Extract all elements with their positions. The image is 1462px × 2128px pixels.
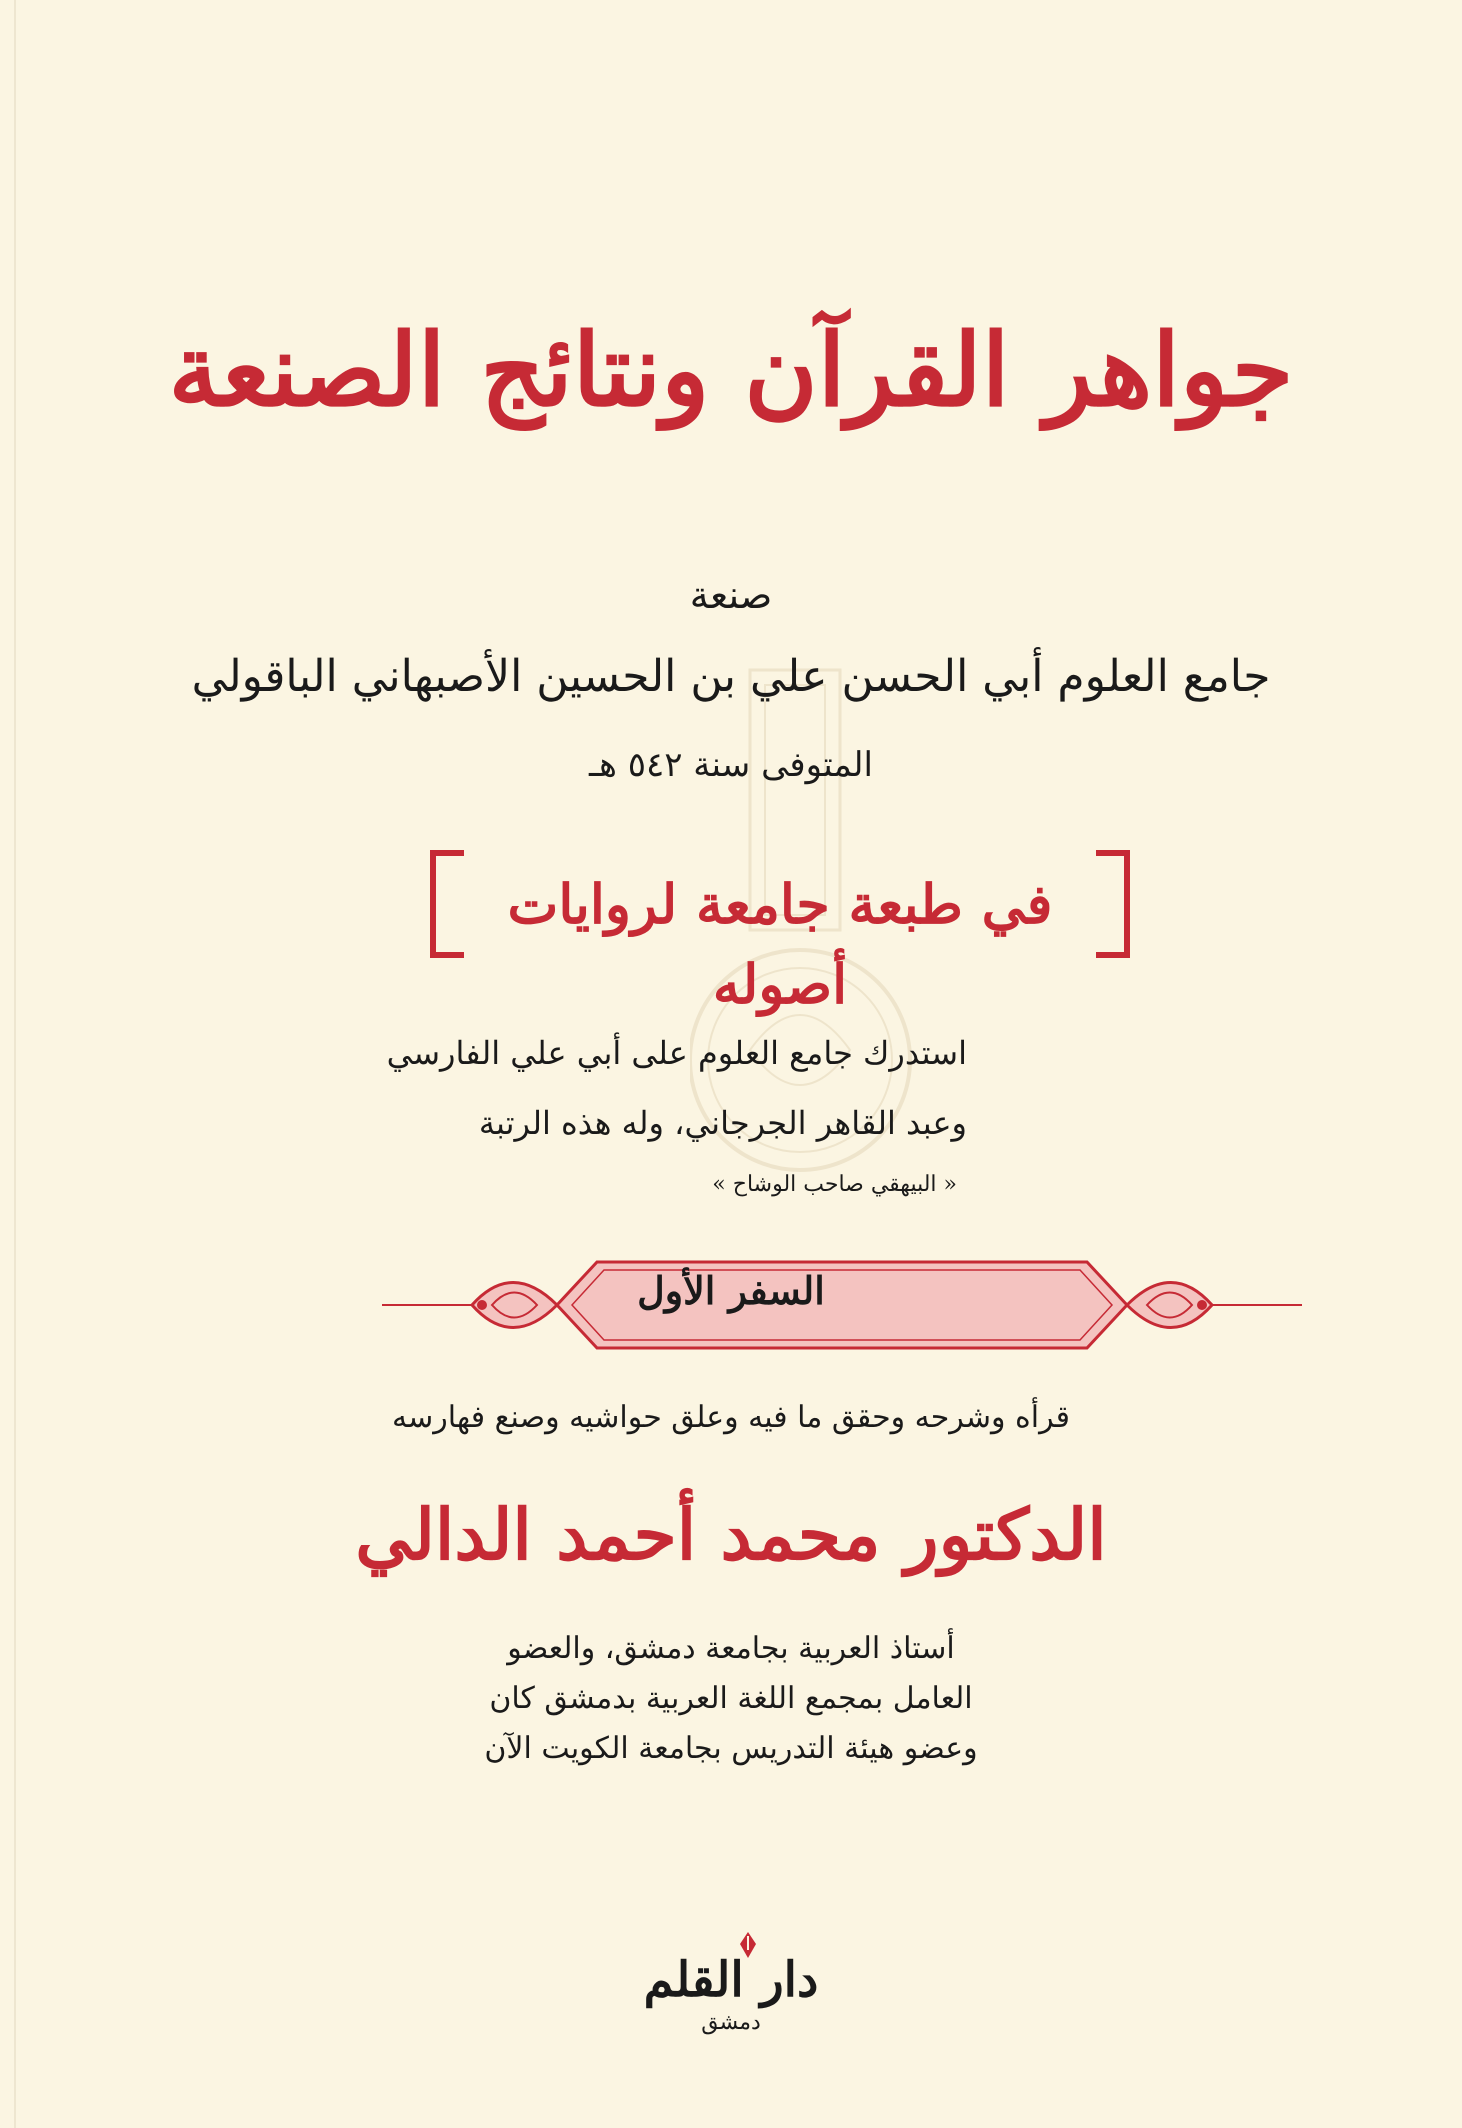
right-bracket [1096,850,1130,958]
editor-role: قرأه وشرحه وحقق ما فيه وعلق حواشيه وصنع فهارسه [392,1400,1070,1435]
publisher-city: دمشق [701,2010,761,2035]
note-source: « البيهقي صاحب الوشاح » [712,1172,957,1197]
left-bracket [430,850,464,958]
authored-by-label: صنعة [689,573,773,617]
edition-box [430,850,1130,1016]
note-line: وعبد القاهر الجرجاني، وله هذه الرتبة [478,1104,967,1142]
editor-bio-line: أستاذ العربية بجامعة دمشق، والعضو [507,1631,955,1666]
author-name: جامع العلوم أبي الحسن علي بن الحسين الأصبهاني الباقولي [191,651,1271,702]
note-line: استدرك جامع العلوم على أبي علي الفارسي [386,1034,967,1072]
editor-name: الدكتور محمد أحمد الدالي [355,1493,1107,1576]
book-title: جواهر القرآن ونتائج الصنعة [168,311,1294,429]
author-death-year: المتوفى سنة ٥٤٢ هـ [589,745,873,785]
editor-bio-line: وعضو هيئة التدريس بجامعة الكويت الآن [484,1731,978,1766]
volume-label: السفر الأول [637,1268,825,1313]
editor-bio-line: العامل بمجمع اللغة العربية بدمشق كان [489,1681,973,1716]
publisher-name: دار القلم [643,1952,819,2008]
edition-text: في طبعة جامعة لروايات أصوله [507,872,1053,1016]
